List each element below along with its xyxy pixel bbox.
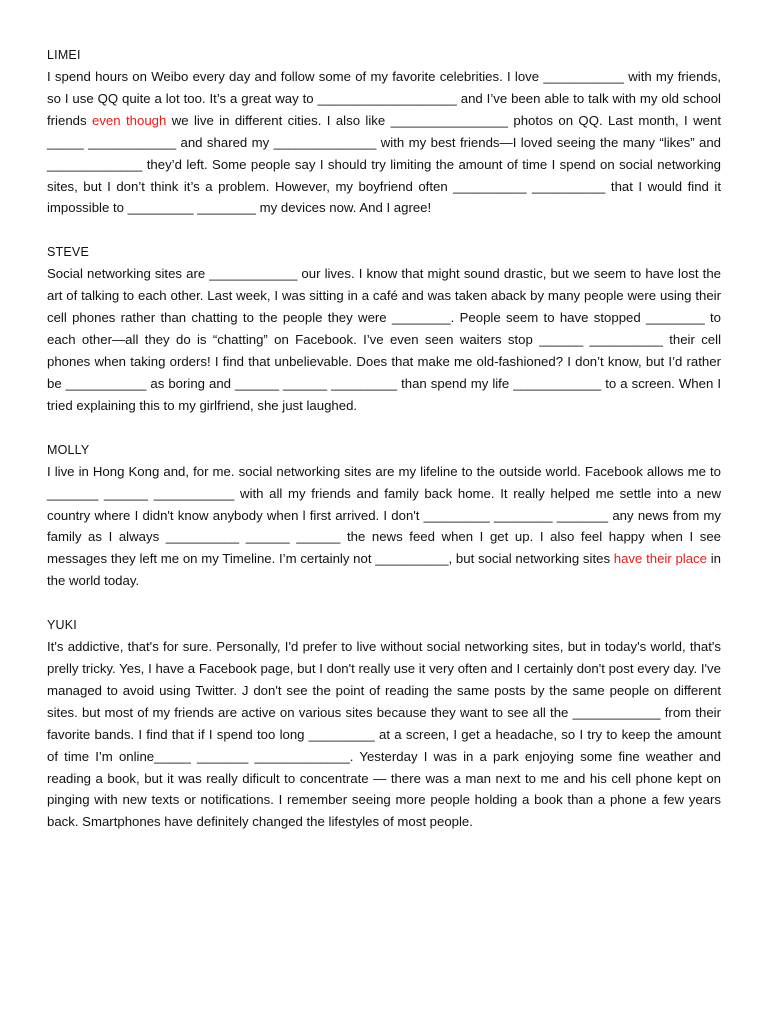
paragraph xyxy=(47,636,725,833)
paragraph-text: we live in different cities. I also like ________________ photos on QQ. Last month, I went _____ ____________ and shared my ______________ with my best friends—I loved seeing the many “likes” and _____________ they’d left. Some people say I should try limiting the amount of time I spend on social networking sites, but I don’t think it’s a problem. However, my boyfriend often __________ __________ that I would find it impossible to _________ ________ my devices now. And I agree! xyxy=(47,112,725,216)
section-molly xyxy=(47,439,725,592)
highlighted-phrase: have their place xyxy=(613,551,707,567)
section-limei xyxy=(47,44,725,219)
paragraph-text: It's addictive, that's for sure. Personally, I'd prefer to live without social networking sites, but in today's world, that's prelly tricky. Yes, I have a Facebook page, but I don't really use it very often and I certainly don't post every day. I've managed to avoid using Twitter. J don't see the point of reading the same posts by the same people on different sites. but most of my friends are active on various sites because they want to see all the ____________ from their favorite bands. I find that if I spend too long _________ at a screen, I get a headache, so I try to keep the amount of time I’m online_____ _______ _____________. Yesterday I was in a park enjoying some fine weather and reading a book, but it was really dificult to concentrate — there was a man next to me and his cell phone kept on pinging with new texts or notifications. I remember seeing more people holding a book than a phone a few years back. Smartphones have definitely changed the lifestyles of most people. xyxy=(47,639,725,830)
document-page xyxy=(47,44,725,855)
speaker-name: MOLLY xyxy=(47,442,90,457)
highlighted-phrase: even though xyxy=(91,112,167,128)
section-yuki xyxy=(47,614,725,833)
speaker-name: STEVE xyxy=(47,245,89,260)
paragraph-text: Social networking sites are ____________ our lives. I know that might sound drastic, but we seem to have lost the art of talking to each other. Last week, I was sitting in a café and was taken aback by many people were using their cell phones rather than chatting to the people they were ________. People seem to have stopped ________ to each other—all they do is “chatting” on Facebook. I’ve even seen waiters stop ______ __________ their cell phones when taking orders! I find that unbelievable. Does that make me old-fashioned? I don’t know, but I’d rather be ___________ as boring and ______ ______ _________ than spend my life ____________ to a screen. When I tried explaining this to my girlfriend, she just laughed. xyxy=(47,266,725,413)
speaker-name: YUKI xyxy=(47,618,77,633)
paragraph xyxy=(47,263,725,416)
paragraph-text: I spend hours on Weibo every day and follow some of my favorite celebrities. I love ___________ with my friends, so I use QQ quite a lot too. It’s a great way to ___________________ and I’ve been able to talk with my old school friends xyxy=(47,69,725,128)
paragraph xyxy=(47,461,725,592)
paragraph-text: in the world today. xyxy=(47,551,725,589)
section-steve xyxy=(47,241,725,416)
paragraph xyxy=(47,66,725,219)
speaker-name: LIMEI xyxy=(47,48,81,62)
paragraph-text: I live in Hong Kong and, for me. social networking sites are my lifeline to the outside world. Facebook allows me to _______ ______ ___________ with all my friends and family back home. It really helped me settle into a new country where I didn't know anybody when l first arrived. I don't _________ ________ _______ any news from my family as I always __________ ______ ______ the news feed when I get up. I also feel happy when I see messages they left me on my Timeline. I’m certainly not __________, but social networking sites xyxy=(47,463,725,567)
